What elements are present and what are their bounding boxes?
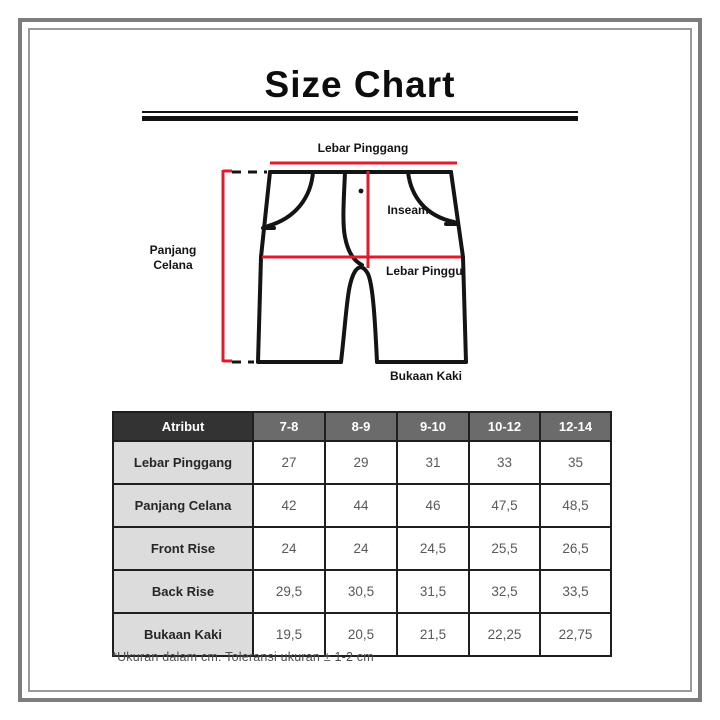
cell-value: 25,5 bbox=[469, 527, 540, 570]
cell-value: 21,5 bbox=[397, 613, 469, 656]
table-row bbox=[113, 570, 611, 613]
inseam-label: Inseam bbox=[387, 203, 429, 217]
title-divider bbox=[142, 111, 578, 121]
cell-value: 31,5 bbox=[397, 570, 469, 613]
button-dot bbox=[359, 189, 364, 194]
col-header-size-5: 12-14 bbox=[540, 412, 611, 441]
cell-value: 20,5 bbox=[325, 613, 397, 656]
row-label: Panjang Celana bbox=[113, 484, 253, 527]
cell-value: 31 bbox=[397, 441, 469, 484]
row-label: Bukaan Kaki bbox=[113, 613, 253, 656]
length-label: Panjang Celana bbox=[149, 243, 197, 272]
col-header-size-4: 10-12 bbox=[469, 412, 540, 441]
divider-thick-line bbox=[142, 116, 578, 121]
shorts-measurement-diagram bbox=[140, 142, 500, 392]
cell-value: 24,5 bbox=[397, 527, 469, 570]
col-header-size-2: 8-9 bbox=[325, 412, 397, 441]
cell-value: 22,75 bbox=[540, 613, 611, 656]
table-row bbox=[113, 441, 611, 484]
row-label: Back Rise bbox=[113, 570, 253, 613]
leg-opening-label: Bukaan Kaki bbox=[389, 369, 463, 383]
cell-value: 33 bbox=[469, 441, 540, 484]
cell-value: 33,5 bbox=[540, 570, 611, 613]
cell-value: 44 bbox=[325, 484, 397, 527]
size-table bbox=[112, 411, 612, 657]
table-header-row bbox=[113, 412, 611, 441]
col-header-size-1: 7-8 bbox=[253, 412, 325, 441]
length-measure-line bbox=[223, 170, 232, 362]
crotch-inner-seams bbox=[341, 267, 377, 362]
page-title: Size Chart bbox=[264, 64, 456, 105]
table-row bbox=[113, 527, 611, 570]
cell-value: 24 bbox=[253, 527, 325, 570]
cell-value: 46 bbox=[397, 484, 469, 527]
cell-value: 22,25 bbox=[469, 613, 540, 656]
row-label: Front Rise bbox=[113, 527, 253, 570]
col-header-size-3: 9-10 bbox=[397, 412, 469, 441]
cell-value: 19,5 bbox=[253, 613, 325, 656]
cell-value: 26,5 bbox=[540, 527, 611, 570]
waist-label: Lebar Pinggang bbox=[317, 141, 409, 155]
cell-value: 48,5 bbox=[540, 484, 611, 527]
cell-value: 35 bbox=[540, 441, 611, 484]
table-row bbox=[113, 484, 611, 527]
cell-value: 29 bbox=[325, 441, 397, 484]
hip-label: Lebar Pinggul bbox=[385, 264, 466, 278]
cell-value: 24 bbox=[325, 527, 397, 570]
cell-value: 47,5 bbox=[469, 484, 540, 527]
cell-value: 30,5 bbox=[325, 570, 397, 613]
cell-value: 42 bbox=[253, 484, 325, 527]
fly-center-line bbox=[343, 172, 362, 265]
left-pocket-curve bbox=[268, 172, 313, 226]
left-side-seam bbox=[258, 172, 270, 362]
col-header-attribute: Atribut bbox=[113, 412, 253, 441]
row-label: Lebar Pinggang bbox=[113, 441, 253, 484]
cell-value: 27 bbox=[253, 441, 325, 484]
tolerance-footnote: *Ukuran dalam cm. Toleransi ukuran ± 1-2 cm bbox=[112, 650, 374, 664]
cell-value: 32,5 bbox=[469, 570, 540, 613]
cell-value: 29,5 bbox=[253, 570, 325, 613]
